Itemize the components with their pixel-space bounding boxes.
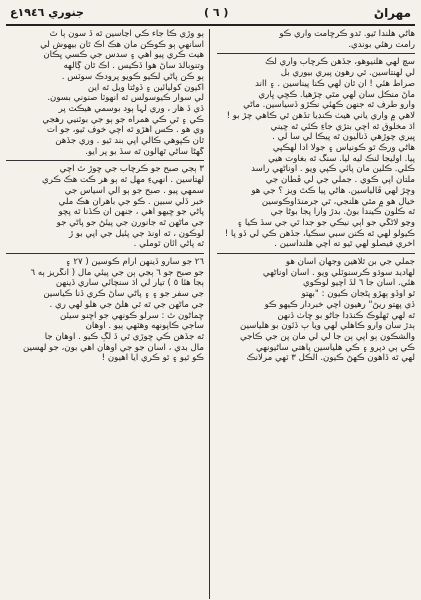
text-line: ڪي ۽ ٿي ڪي همراه جو ٻو جي بوٽنيي رهجي [42,114,204,125]
paragraph-separator [217,253,415,254]
text-line: لي لهنتاسين. ٿي رهون پيري بيوري بل [280,68,415,79]
text-line: سمهي پيو . صبح جو ٻو الي اسياس جي [64,185,204,196]
text-line: جملي جي بن ٿلاهين وجهان اسان هو [285,257,415,268]
text-line: هيت ڪري پيو آهي ۽ سدس جي ڪسي ڀڪان [43,50,204,61]
text-line: ڪي ٻي دپرو ۽ ڪي هلياسين پاهتي ساڻيونهي [255,342,415,353]
text-line: پيا. اوليجا لنڪ ليه ليا. سنگ ٿه بغاوت هيي [268,153,415,164]
text-line: ڀيري چوڙهي ڏناليون ٿه پيڪا لي سا لي . [272,132,415,143]
text-line: ٿان ڪپوهي ڪالي آپي بند ٿيو . وري جڏهن [55,136,204,147]
paragraph-separator [6,160,204,161]
paragraph [6,29,204,157]
text-line: ڪيولو لهي ٿه ڪنن سبي سڪيا، جڏهن ڪي لي ڏو پا ! [224,228,415,239]
paragraph [6,257,204,364]
text-line: لاهي ۾ واري ياني هيٺ ڪنڊيا تڏهن ٿي ڪاهي چڙ بو ! [226,110,415,121]
text-line: ماڻ منڪل سان لهي مٿي چڙهيا. ڪڇي ڀاري [258,89,415,100]
text-line: ڇماڻون ٿ : سرلو ڪونهي جو اڇنو سيئن [60,310,204,321]
text-line: هاڻي ورڪ ٿو ڪونياس ۽ جولا ادا لهڪپي [272,143,415,154]
text-line: وڃو لاڻگي جو اٻي نيڪي جو جدا ٿي جي سڏ ڪيا ۽ [237,217,415,228]
text-line: وڇڙ لهي ڦالياسين. هاڻي پيا ڪٿ ويز ؟ جي هو [251,185,415,196]
page-number: ( ٦ ) [204,6,229,19]
text-line: لهتاسين . انهيءِ مهل ٿه ٻو هر ڪت هڪ ڪري [42,175,204,186]
text-line: لهي ٿه ڏاهون ڪهڻ ڪيون. الڪل ٣ ٽهي مرلانڪ [246,353,415,364]
paragraph [6,164,204,250]
text-line: اڌ مخلوق ٿه اچي بتڙي جاءِ ڪئي ٿه ڇيني [270,121,415,132]
text-line: سچ لهي هلنيوهو، جڏهن ڪرچاب واري لڪ [265,57,415,68]
text-line: جي ماڻهن جي ٿه ٿي هلڻ جي هلو لهي ري . [49,299,204,310]
text-line: ٻو وڙي ڪا جاء ڪي اڃاسين ٿه ڏ سون ٻا ٿ [49,29,204,39]
text-line: ٿه جڏهن ڪي ڇوڙي ٿي ڏ لڳ ڪيو . اوهان جا [44,331,204,342]
text-line: پاڻي جو ڇيھو آهي ، جنهن ان ڪڏنا ٿه پچو [58,207,204,218]
column-divider [209,29,210,599]
text-line: ساجي ڪاپونهه وهٽهي ٻيو . اوهان [85,321,204,332]
page-header [6,4,415,26]
text-line: ٣ ٻجي صبح جو ڪرچاب جي ڇوڙ ٿ اچي [59,164,204,175]
text-line: گهڻا ساڻي ٿهالون ٿه سڏ بو پر آيو. [85,146,204,157]
text-line: مال بدي ، اسان جو جي اوهان آهي بون، جو لهسين [22,342,204,353]
text-line: جو صبح جو ٦ ٻجي ٻن جي پيئي مال ( انگريز ٻه ٦ [30,267,204,278]
text-line: جي سفر جو ۽ ۽ پاڻي ساڻ ڪري ڏنا ڪياسين [43,289,204,300]
text-line: ٿو اوڏو ٻهڙو پڻجان ڪيون : "بهتو [301,289,415,300]
text-line: لهاديد سوڌو ڪرسنوٽلي ويو . اسان اوناڻهي [262,267,415,278]
text-line: جي ماڻهن ٿه جانورن جي پيئڻ جو پاڻي جو [56,217,204,228]
paragraph-separator [217,53,415,54]
text-line: ڪو ٿيو ۽ ٿو ڪري آيا آهيون ! [101,353,204,364]
text-line: والشڪون ٻو اپي ٻن جا لي لي مان پن جي ڪاجي [239,331,415,342]
text-line: وارو طرف ٿه جنهن ڪهئي نڪڙو ڏسياسين. ماڻي [243,100,415,111]
issue-date: جنوري ١٩٤٦ع [10,6,84,19]
text-line: لوڪون ، ٿه اونڌ جي پئيل جي اپي بو ڙ [68,228,204,239]
text-line: صراط هئي ! ان ٿان لهي ڪنا پيناسين . ۽ ااند [255,78,415,89]
text-line: ٿه پاڻي آئان ٿوملي . [133,239,204,250]
text-line: ٿه لهي ٿهلوڪ ڪنڌڊا جاڻو بو ڇاٺ ڏنهن [277,310,415,321]
text-line: هاڻي هلندا ٿيو. ٿدو ڪرڇامت واري ڪو [279,29,415,39]
paragraph [217,57,415,250]
paragraph-separator [6,253,204,254]
text-line: خبر ڏلي سبين . ڪو جي باهران هڪ ملي [58,196,204,207]
journal-title: مهراڻ [373,6,411,20]
text-line: لي سوار ڪيوسولس ٿه انهوٽا صنوني بسون. [47,93,204,104]
text-line: رامت رهئي بوندي. [348,39,415,50]
text-line: ملتان آپي ڪوي . جملي جي لي ڦطان جي [265,175,415,186]
text-line: ٢٦ جو سارو ڏينهن آرام ڪوسين ( ٢٧ ۽ [65,257,204,268]
right-column [217,29,415,599]
text-line: خيال هو ۾ مٿي هلنجي، ٿي جرمنڌاوڪوسين [261,196,415,207]
text-line: اکيون کوليائين ۽ ڏوڻتا ويل ٿه اين [87,82,204,93]
text-line: وي هو . ڪس اهڙو ٿه اچي خوف ٿيو، جو اُت [46,125,204,136]
text-line: ڏي پهتو ريڻ" رهيون اچي خبردار ڪيهو ڪو [264,299,415,310]
text-columns [6,29,415,599]
text-line: ٻو ڪن پاڻي لڪيو ڪويو پرودڪ سوٽس . [61,71,204,82]
text-line: ٿه ڪلون ڪيندا بوڻ. بدڙ وارا پجا بوڻا جي [270,207,415,218]
text-line: آخري فيصلو لهي ٿيو ته اچي هلنداسين . [274,239,415,250]
text-line: هئي. اسان جا ٦ لڏ اچيو لوڪوي [302,278,415,289]
text-line: ڪلي. ڪلين مان پائي ڪپي ويو . اوناڻهي راسد [251,164,415,175]
text-line: ٻدڙ سان وارو ڪاهلي لهي ويا ٻ ڏئون بو هلياسين [240,321,415,332]
left-column [6,29,204,599]
paragraph [217,257,415,364]
text-line: وتنوبالڌ ساڻ هوا ڏڪيس . اڪ ٿان ڳالهه [63,61,204,72]
text-line: اسانهي ٻو ڪوڪن مان هڪ اڪ ٿان بيهوش لي [40,39,204,50]
text-line: ٻجا هئا ٥ ) تيار لي اڌ سنچائي ساري ڏينهن [55,278,204,289]
paragraph [217,29,415,50]
text-line: ڏي ڏ هار ، وري لہا ٻود بوسمي هيڪٽ پر [58,103,204,114]
